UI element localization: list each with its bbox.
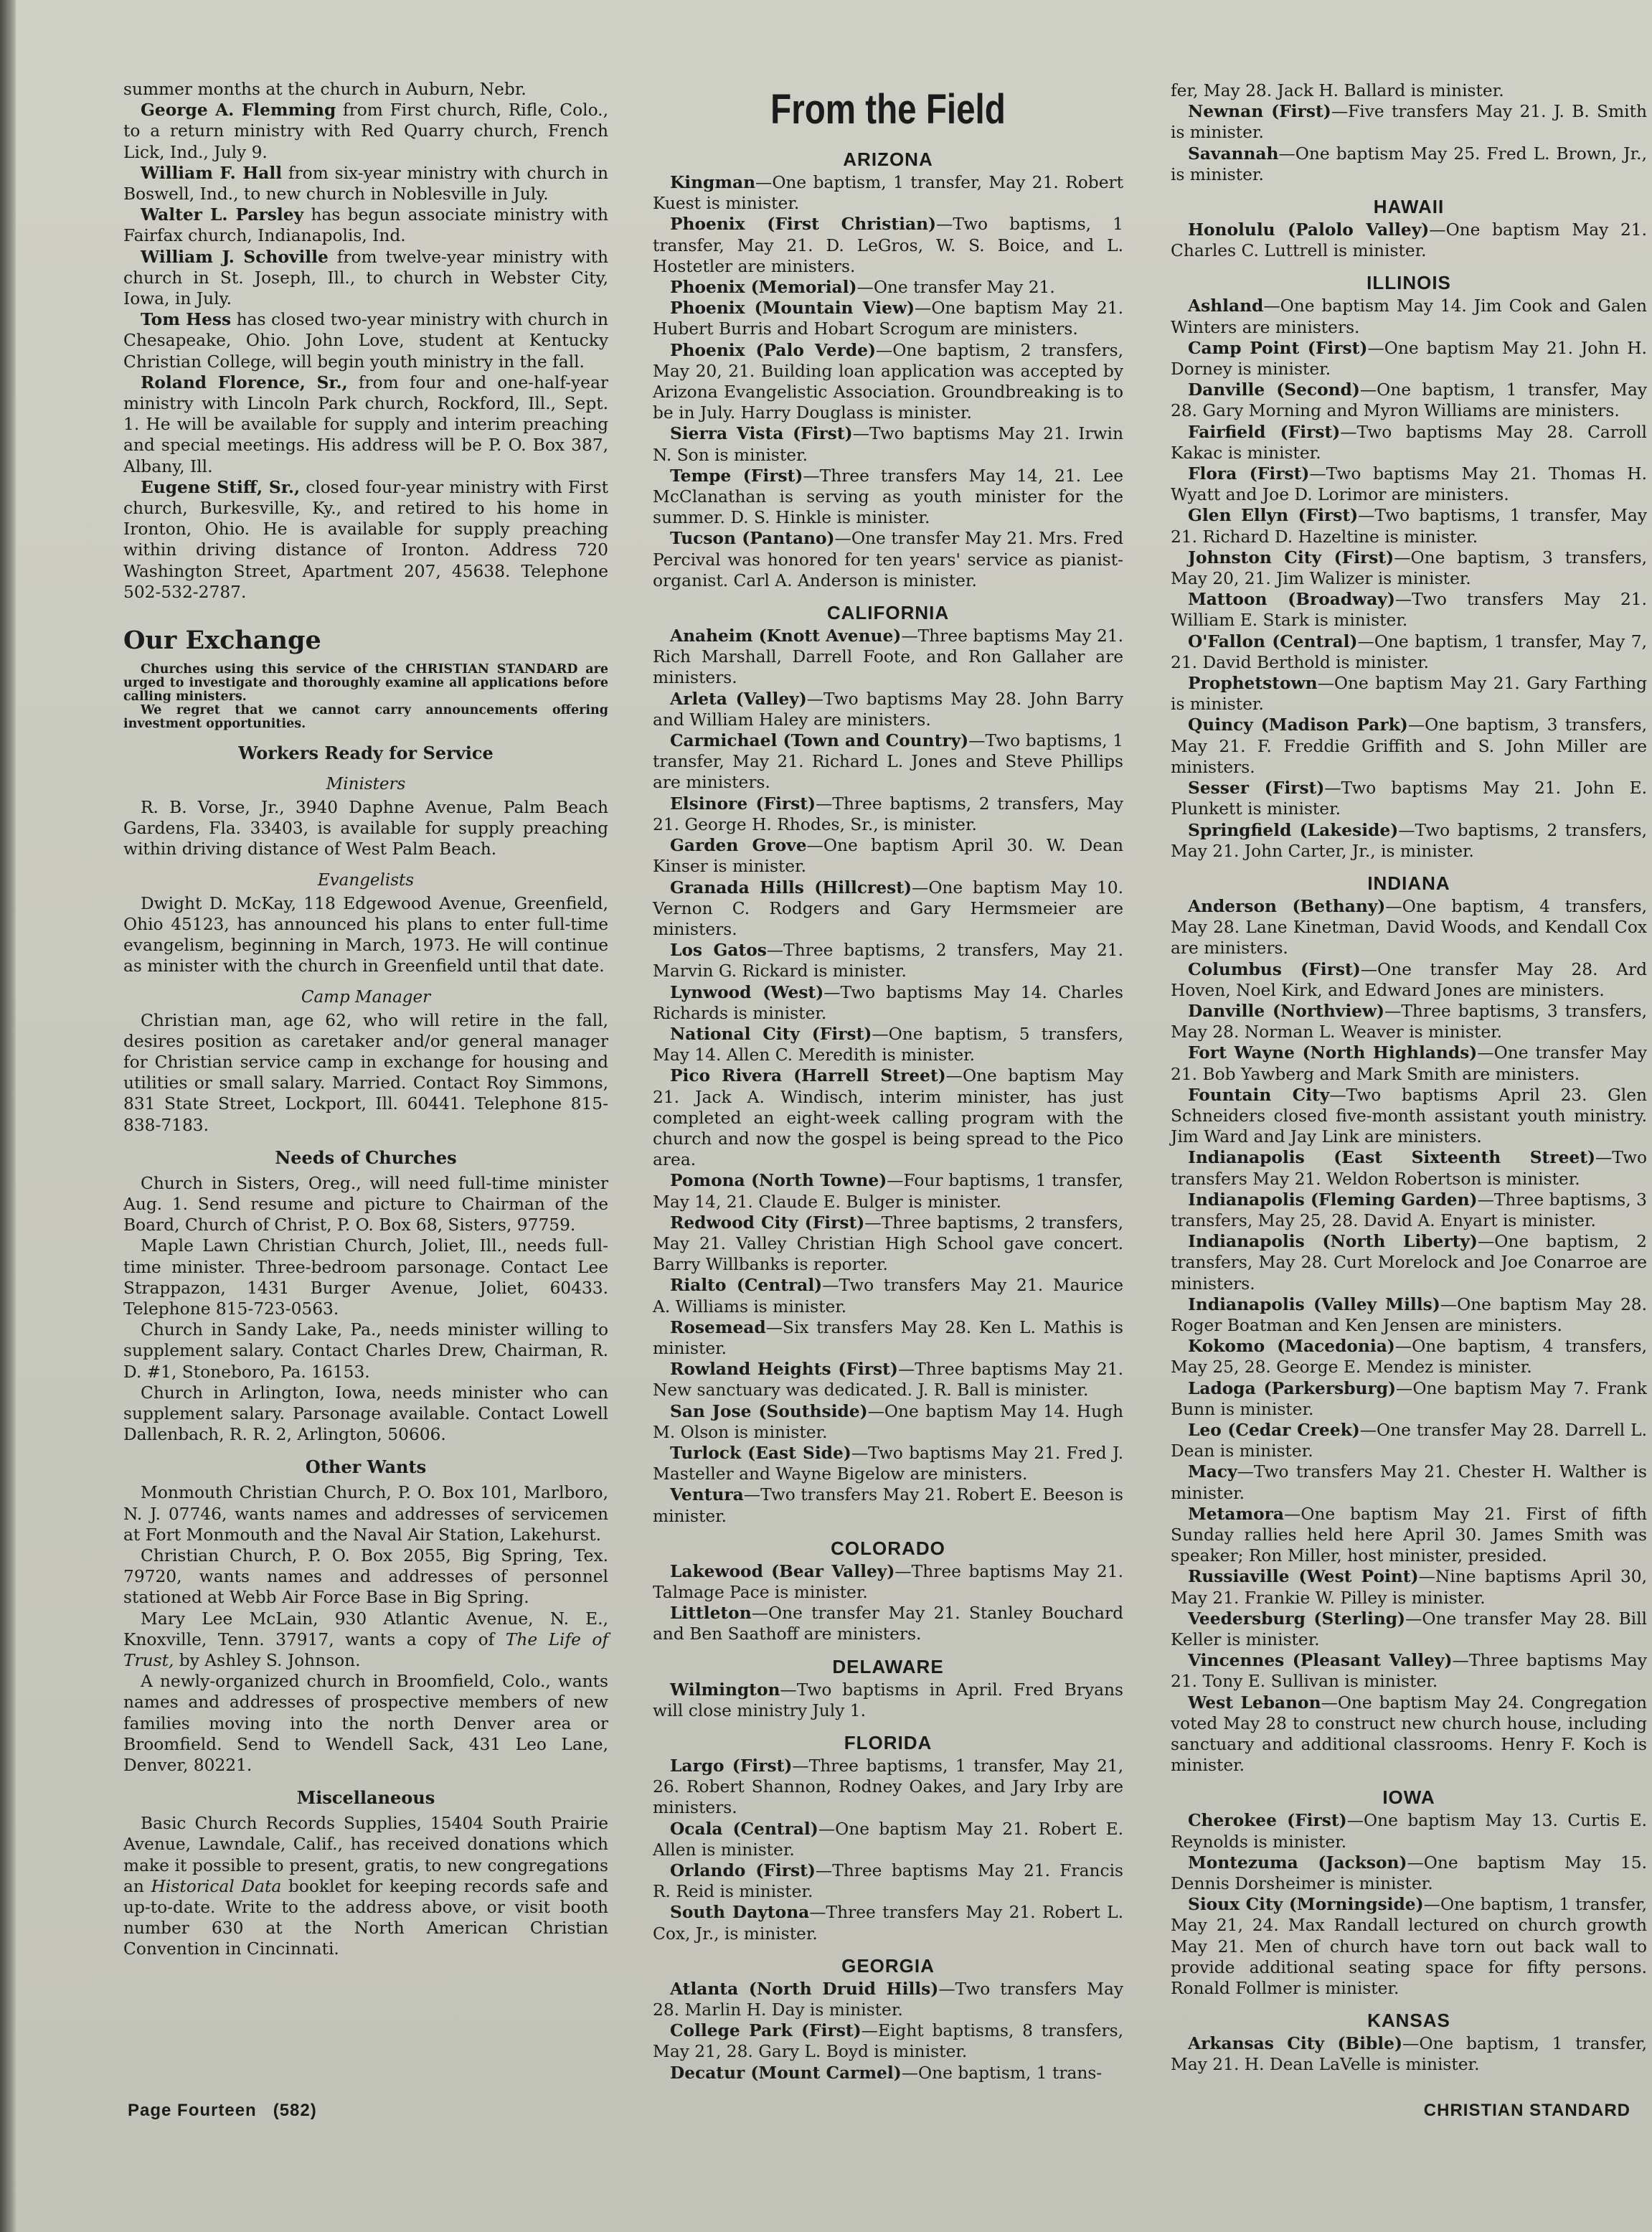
entry-text: —One baptism May 14. Jim Cook and Galen Winters are ministers.: [1171, 296, 1647, 337]
entry-lead: Glen Ellyn (First): [1188, 506, 1359, 526]
entry-lead: Kokomo (Macedonia): [1188, 1337, 1395, 1357]
entry-lead: West Lebanon: [1188, 1692, 1321, 1713]
entry-text: —Three baptisms, 3 transfers, May 25, 28. David A. Enyart is minister.: [1171, 1190, 1647, 1230]
entry-lead: Mattoon (Broadway): [1188, 590, 1395, 610]
report-entry: [1171, 896, 1647, 959]
entry-text: —One baptism, 1 trans-: [901, 2063, 1103, 2083]
entry-text: —Two transfers May 21. Robert E. Beeson is minister.: [653, 1485, 1123, 1526]
report-entry: [1171, 338, 1647, 380]
report-entry: [653, 835, 1123, 877]
paragraph: Church in Sisters, Oreg., will need full-time minister Aug. 1. Send resume and picture to Chairman of the Board, Church of Christ, P. O. Box 68, Sisters, 97759.: [123, 1173, 608, 1235]
report-entry: [653, 298, 1123, 339]
entry-text: —One transfer May 21.: [856, 278, 1055, 298]
entry-lead: Phoenix (Memorial): [670, 278, 857, 298]
entry-lead: National City (First): [670, 1024, 872, 1044]
entry-lead: Phoenix (Palo Verde): [670, 340, 876, 360]
entry-text: —Three baptisms May 21. Talmage Pace is minister.: [653, 1561, 1123, 1602]
entry-text: —Two baptisms May 21. Thomas H. Wyatt and Joe D. Lorimor are ministers.: [1171, 464, 1648, 505]
entry-text: —One baptism May 21. Hubert Burris and Hobart Scrogum are ministers.: [653, 298, 1123, 339]
state-heading: COLORADO: [831, 1537, 945, 1559]
entry-lead: Garden Grove: [670, 836, 807, 856]
personnel-notes: [123, 79, 608, 603]
entry-lead: Camp Point (First): [1188, 338, 1368, 358]
entry-lead: Indianapolis (Fleming Garden): [1188, 1190, 1478, 1210]
report-entry: [653, 626, 1123, 689]
entry-lead: Metamora: [1188, 1504, 1285, 1524]
report-entry: [653, 1561, 1123, 1603]
entry-text: —Two baptisms, 1 transfer, May 21. Richard L. Jones and Steve Phillips are ministers.: [653, 731, 1124, 793]
entry-text: —Two baptisms May 28. Carroll Kakac is minister.: [1171, 422, 1647, 463]
state-heading: CALIFORNIA: [826, 602, 950, 624]
state-heading: GEORGIA: [841, 1954, 935, 1977]
entry-text: —One baptism May 10. Vernon C. Rodgers and Gary Hermsmeier are ministers.: [653, 877, 1123, 939]
section-heading: Other Wants: [305, 1456, 427, 1478]
subsection-heading: Ministers: [326, 775, 406, 794]
entry-text: has begun associate ministry with Fairfax church, Indianapolis, Ind.: [123, 205, 608, 246]
entry-text: closed four-year ministry with First church, Burkesville, Ky., and retired to his home in Ironton, Ohio. He is available for supply preaching within driving distance of Ironton. Address 720 Washington Street, Apartment 207, 45638. Telephone 502-532-2787.: [123, 477, 608, 602]
entry-text: —One baptism May 21. Charles C. Luttrell is minister.: [1171, 220, 1647, 261]
report-entry: [653, 730, 1123, 794]
entry-text: —One baptism, 4 transfers, May 28. Lane Kinetman, David Woods, and Kendall Cox are ministers.: [1171, 896, 1648, 959]
entry-lead: Phoenix (Mountain View): [670, 298, 915, 319]
report-entry: [653, 1065, 1123, 1170]
entry-lead: Orlando (First): [670, 1861, 816, 1881]
entry-text: —Four baptisms, 1 transfer, May 14, 21. Claude E. Bulger is minister.: [653, 1171, 1123, 1212]
entry-lead: Rialto (Central): [670, 1276, 823, 1296]
state-heading: ILLINOIS: [1367, 272, 1451, 294]
report-entry: [1171, 1420, 1647, 1461]
entry-lead: South Daytona: [670, 1903, 810, 1923]
report-entry: [1171, 1852, 1647, 1894]
report-entry: [1171, 715, 1647, 778]
entry-text: —One baptism April 30. W. Dean Kinser is minister.: [653, 836, 1123, 877]
report-entry: [653, 214, 1123, 277]
entry-lead: Flora (First): [1188, 464, 1310, 484]
report-entry: [653, 340, 1123, 424]
entry-lead: Columbus (First): [1188, 959, 1361, 979]
entry-lead: Veedersburg (Sterling): [1188, 1609, 1406, 1629]
report-entry: [653, 689, 1123, 730]
entry-lead: Largo (First): [670, 1756, 793, 1776]
report-entry: [653, 1275, 1123, 1317]
entry-lead: Littleton: [670, 1604, 752, 1624]
page-title: From the Field: [770, 86, 1006, 133]
publication-name: CHRISTIAN STANDARD: [1423, 2101, 1630, 2120]
entry-text: —Three baptisms May 21. New sanctuary was dedicated. J. R. Ball is minister.: [653, 1360, 1123, 1400]
entry-text: —One baptism May 21. First of fifth Sunday rallies held here April 30. James Smith was speaker; Ron Miller, host minister, presided.: [1171, 1504, 1647, 1566]
report-entry: [653, 528, 1123, 591]
report-entry: [1171, 1147, 1647, 1189]
text-run: Mary Lee McLain, 930 Atlantic Avenue, N. E., Knoxville, Tenn. 37917, wants a copy of: [123, 1609, 608, 1649]
report-entry: [1171, 422, 1647, 463]
entry-lead: San Jose (Southside): [670, 1401, 868, 1421]
exchange-note: Churches using this service of the CHRISTIAN STANDARD are urged to investigate and thoroughly examine all applications before calling ministers.: [123, 662, 608, 705]
paragraph: R. B. Vorse, Jr., 3940 Daphne Avenue, Palm Beach Gardens, Fla. 33403, is available for supply preaching within driving distance of West Palm Beach.: [123, 798, 608, 860]
report-entry: [1171, 220, 1647, 261]
entry-lead: Ventura: [670, 1485, 744, 1505]
entry-lead: Turlock (East Side): [670, 1443, 851, 1463]
report-entry: [123, 79, 608, 100]
entry-lead: Redwood City (First): [670, 1212, 865, 1233]
entry-text: —One baptism, 3 transfers, May 20, 21. Jim Walizer is minister.: [1171, 547, 1647, 589]
entry-text: —One transfer May 21. Bob Yawberg and Mark Smith are ministers.: [1171, 1043, 1647, 1084]
report-entry: [1171, 589, 1647, 631]
report-entry: [1171, 1810, 1647, 1852]
report-entry: [123, 100, 608, 163]
entry-text: —Three baptisms, 2 transfers, May 21. George H. Rhodes, Sr., is minister.: [653, 794, 1124, 834]
section-heading: Workers Ready for Service: [238, 743, 494, 764]
report-entry: [653, 423, 1123, 465]
entry-lead: George A. Flemming: [141, 100, 336, 121]
entry-text: —Two baptisms May 14. Charles Richards is minister.: [653, 982, 1123, 1023]
state-heading: INDIANA: [1367, 872, 1450, 894]
entry-text: —Six transfers May 28. Ken L. Mathis is minister.: [653, 1317, 1123, 1358]
text-run: booklet for keeping records safe and up-to-date. Write to the address above, or visit booth number 630 at the North American Christian Convention in Cincinnati.: [123, 1876, 608, 1959]
entry-text: —One transfer May 21. Stanley Bouchard and Ben Saathoff are ministers.: [653, 1604, 1123, 1644]
column-right: [1171, 80, 1647, 2076]
entry-text: —One baptism May 21. John H. Dorney is minister.: [1171, 338, 1647, 380]
entry-lead: Atlanta (North Druid Hills): [670, 1979, 939, 1999]
entry-lead: Johnston City (First): [1188, 547, 1394, 568]
entry-lead: Lynwood (West): [670, 982, 824, 1002]
section-heading: Miscellaneous: [296, 1787, 435, 1809]
report-entry: [1171, 778, 1647, 819]
entry-lead: Tucson (Pantano): [670, 529, 835, 549]
report-entry: [653, 794, 1123, 835]
report-entry: [1171, 143, 1647, 185]
state-heading: FLORIDA: [844, 1732, 933, 1754]
entry-lead: Anderson (Bethany): [1188, 896, 1386, 916]
entry-lead: Fairfield (First): [1188, 422, 1341, 442]
entry-lead: Tom Hess: [141, 310, 232, 330]
page-sheet: [16, 0, 1652, 2232]
report-entry: [123, 163, 608, 204]
report-entry: [1171, 1190, 1647, 1231]
report-entry: [653, 877, 1123, 941]
report-entry: [1171, 1650, 1647, 1692]
entry-text: —Two transfers May 21. William E. Stark is minister.: [1171, 590, 1648, 631]
entry-lead: Russiaville (West Point): [1188, 1567, 1419, 1587]
report-entry: [653, 466, 1123, 529]
report-entry: [1171, 1231, 1647, 1294]
report-entry: [123, 247, 608, 310]
entry-text: —One transfer May 28. Bill Keller is minister.: [1171, 1609, 1647, 1650]
report-entry: [1171, 673, 1647, 715]
entry-lead: Anaheim (Knott Avenue): [670, 626, 902, 646]
entry-lead: Pomona (North Towne): [670, 1171, 887, 1191]
entry-lead: Ashland: [1188, 296, 1264, 316]
subsection-heading: Camp Manager: [301, 987, 431, 1007]
paragraph: Monmouth Christian Church, P. O. Box 101, Marlboro, N. J. 07746, wants names and addresses of servicemen at Fort Monmouth and the Naval Air Station, Lakehurst.: [123, 1483, 608, 1545]
entry-text: —One baptism, 1 transfer, May 21. Robert Kuest is minister.: [653, 173, 1123, 214]
report-entry: [653, 277, 1123, 298]
entry-text: —One baptism, 5 transfers, May 14. Allen C. Meredith is minister.: [653, 1024, 1124, 1065]
report-entry: [1171, 1042, 1647, 1084]
booklet-title: Historical Data: [151, 1876, 282, 1896]
paragraph: A newly-organized church in Broomfield, Colo., wants names and addresses of prospective members of new families moving into the north Denver area or Broomfield. Send to Wendell Sack, 431 Leo Lane, Denver, 80221.: [123, 1672, 608, 1775]
entry-lead: William J. Schoville: [141, 247, 329, 267]
report-entry: [653, 1756, 1123, 1819]
entry-lead: Ocala (Central): [670, 1819, 818, 1839]
entry-text: —Three transfers May 21. Robert L. Cox, Jr., is minister.: [653, 1903, 1123, 1944]
entry-text: —Two baptisms, 2 transfers, May 21. John Carter, Jr., is minister.: [1171, 820, 1647, 861]
entry-text: —Three baptisms May 21. Francis R. Reid is minister.: [653, 1861, 1123, 1902]
entry-lead: Sesser (First): [1188, 778, 1325, 799]
entry-text: —Two transfers May 21. Weldon Robertson is minister.: [1171, 1148, 1647, 1189]
book-title: The Life of Trust,: [123, 1629, 609, 1670]
exchange-heading: Our Exchange: [123, 626, 321, 656]
state-heading: KANSAS: [1367, 2010, 1450, 2032]
paragraph: Christian Church, P. O. Box 2055, Big Spring, Tex. 79720, wants names and addresses of personnel stationed at Webb Air Force Base in Big Spring.: [123, 1545, 608, 1608]
state-heading: HAWAII: [1373, 196, 1445, 218]
entry-lead: Kingman: [670, 173, 756, 192]
entry-lead: Newnan (First): [1188, 102, 1331, 122]
entry-lead: Los Gatos: [670, 941, 767, 961]
entry-lead: Wilmington: [670, 1680, 780, 1700]
report-entry: [653, 2020, 1123, 2062]
report-entry: [653, 1902, 1123, 1944]
field-reports: [1171, 101, 1647, 2075]
report-entry: [123, 204, 608, 246]
report-entry: [1171, 1566, 1647, 1608]
entry-text: —One transfer May 21. Mrs. Fred Percival was honored for ten years' service as pianist-organist. Carl A. Anderson is minister.: [653, 529, 1123, 590]
report-entry: [1171, 380, 1647, 421]
paragraph: Church in Arlington, Iowa, needs minister who can supplement salary. Parsonage available. Contact Lowell Dallenbach, R. R. 2, Arlington, 50606.: [123, 1383, 608, 1445]
report-entry: [1171, 1692, 1647, 1776]
entry-text: —Nine baptisms April 30, May 21. Frankie W. Pilley is minister.: [1171, 1567, 1647, 1608]
entry-text: —Three baptisms, 3 transfers, May 28. Norman L. Weaver is minister.: [1171, 1001, 1648, 1042]
paragraph: Maple Lawn Christian Church, Joliet, Ill., needs full-time minister. Three-bedroom parsonage. Contact Lee Strappazon, 1431 Burger Avenue, Joliet, 60433. Telephone 815-723-0563.: [123, 1236, 608, 1319]
entry-text: —One baptism, 1 transfer, May 7, 21. David Berthold is minister.: [1171, 631, 1648, 672]
field-reports: [653, 148, 1123, 2083]
entry-lead: Pico Rivera (Harrell Street): [670, 1066, 946, 1086]
entry-lead: Carmichael (Town and Country): [670, 731, 969, 751]
entry-lead: Vincennes (Pleasant Valley): [1188, 1651, 1453, 1671]
entry-text: —One baptism May 25. Fred L. Brown, Jr., is minister.: [1171, 143, 1647, 184]
subsection-heading: Evangelists: [317, 870, 415, 890]
entry-lead: Leo (Cedar Creek): [1188, 1420, 1360, 1440]
report-entry: [1171, 1001, 1647, 1042]
entry-lead: Savannah: [1188, 143, 1279, 164]
page-number: Page Fourteen (582): [128, 2101, 317, 2120]
entry-text: from six-year ministry with church in Boswell, Ind., to new church in Noblesville in July.: [123, 163, 608, 204]
entry-lead: Danville (Northview): [1188, 1001, 1385, 1021]
column-middle: [653, 77, 1123, 2083]
entry-lead: Montezuma (Jackson): [1188, 1852, 1407, 1873]
report-entry: [1171, 1609, 1647, 1650]
section-heading: Needs of Churches: [275, 1146, 457, 1168]
entry-text: —Two baptisms, 1 transfer, May 21. Richard D. Hazeltine is minister.: [1171, 506, 1648, 547]
state-heading: ARIZONA: [843, 149, 933, 170]
report-entry: [653, 1170, 1123, 1212]
text-run: by Ashley S. Johnson.: [174, 1650, 361, 1670]
report-entry: [653, 2063, 1123, 2083]
entry-lead: Eugene Stiff, Sr.,: [141, 477, 301, 497]
entry-text: —One baptism May 15. Dennis Dorsheimer is minister.: [1171, 1852, 1647, 1894]
report-entry: [1171, 1336, 1647, 1378]
report-entry: [1171, 2033, 1647, 2075]
exchange-note: We regret that we cannot carry announcements offering investment opportunities.: [123, 703, 608, 732]
entry-text: —Two baptisms, 1 transfer, May 21. D. LeGros, W. S. Boice, and L. Hostetler are ministers.: [653, 215, 1123, 276]
report-entry: [1171, 1294, 1647, 1336]
report-entry: [653, 1860, 1123, 1902]
entry-text: —Two baptisms May 21. Fred J. Masteller and Wayne Bigelow are ministers.: [653, 1443, 1123, 1484]
entry-text: —One baptism May 24. Congregation voted May 28 to construct new church house, including sanctuary and additional classrooms. Henry F. Koch is minister.: [1171, 1692, 1647, 1776]
report-entry: [1171, 820, 1647, 862]
entry-lead: Indianapolis (Valley Mills): [1188, 1294, 1440, 1314]
entry-text: has closed two-year ministry with church in Chesapeake, Ohio. John Love, student at Kentucky Christian College, will begin youth ministry in the fall.: [123, 310, 608, 372]
entry-lead: Indianapolis (East Sixteenth Street): [1188, 1148, 1596, 1168]
entry-lead: Decatur (Mount Carmel): [670, 2063, 902, 2083]
entry-lead: Sioux City (Morningside): [1188, 1895, 1424, 1915]
paragraph: Dwight D. McKay, 118 Edgewood Avenue, Greenfield, Ohio 45123, has announced his plans to enter full-time evangelism, beginning in March, 1973. He will continue as minister with the church in Greenfield until that date.: [123, 893, 608, 976]
report-entry: [653, 172, 1123, 214]
entry-text: —Three baptisms May 21. Rich Marshall, Darrell Foote, and Ron Gallaher are ministers.: [653, 626, 1123, 688]
paragraph: [123, 1813, 608, 1959]
report-entry: [123, 309, 608, 372]
entry-lead: Elsinore (First): [670, 794, 816, 814]
report-entry: [1171, 463, 1647, 505]
entry-text: —Two transfers May 21. Chester H. Walther is minister.: [1171, 1462, 1647, 1503]
entry-text: summer months at the church in Auburn, Nebr.: [123, 80, 527, 99]
entry-text: —One baptism, 2 transfers, May 20, 21. Building loan application was accepted by Arizona Evangelistic Association. Groundbreaking is to be in July. Harry Douglass is minister.: [653, 340, 1123, 423]
entry-text: from First church, Rifle, Colo., to a return ministry with Red Quarry church, French Lick, Ind., July 9.: [123, 100, 608, 162]
report-entry: [653, 1401, 1123, 1443]
entry-text: —One baptism, 1 transfer, May 28. Gary Morning and Myron Williams are ministers.: [1171, 380, 1647, 421]
report-entry: [653, 1359, 1123, 1400]
entry-lead: Fountain City: [1188, 1085, 1330, 1105]
entry-text: —Five transfers May 21. J. B. Smith is minister.: [1171, 102, 1647, 143]
entry-lead: Springfield (Lakeside): [1188, 820, 1399, 840]
report-entry: [653, 1443, 1123, 1484]
report-entry: [1171, 505, 1647, 547]
entry-lead: Macy: [1188, 1462, 1237, 1482]
entry-text: —One baptism May 7. Frank Bunn is minister.: [1171, 1378, 1647, 1419]
entry-lead: Phoenix (First Christian): [670, 215, 937, 235]
entry-lead: Indianapolis (North Liberty): [1188, 1232, 1478, 1252]
report-entry: [1171, 296, 1647, 337]
entry-text: —Two baptisms in April. Fred Bryans will close ministry July 1.: [653, 1680, 1123, 1720]
report-entry: [653, 940, 1123, 981]
entry-text: —One transfer May 28. Darrell L. Dean is minister.: [1171, 1420, 1647, 1461]
report-entry: [1171, 1504, 1647, 1567]
entry-text: —Three baptisms May 21. Tony E. Sullivan is minister.: [1171, 1651, 1647, 1692]
report-entry: [653, 1819, 1123, 1860]
entry-lead: Arkansas City (Bible): [1188, 2034, 1403, 2054]
entry-text: —Three transfers May 14, 21. Lee McClanathan is serving as youth minister for the summer. D. S. Hinkle is minister.: [653, 466, 1123, 528]
entry-lead: Fort Wayne (North Highlands): [1188, 1043, 1478, 1063]
entry-lead: Lakewood (Bear Valley): [670, 1561, 895, 1581]
entry-lead: Tempe (First): [670, 466, 803, 486]
entry-text: —One baptism, 1 transfer, May 21. H. Dean LaVelle is minister.: [1171, 2034, 1648, 2075]
entry-lead: Rosemead: [670, 1317, 766, 1337]
entry-text: —One baptism May 21. Jack A. Windisch, interim minister, has just completed an eight-week calling program with the church and now the gospel is being spread to the Pico area.: [653, 1066, 1123, 1170]
entry-text: —One baptism May 28. Roger Boatman and Ken Jensen are ministers.: [1171, 1294, 1647, 1335]
report-entry: [653, 1979, 1123, 2020]
report-entry: [1171, 1085, 1647, 1148]
text-run: Basic Church Records Supplies, 15404 South Prairie Avenue, Lawndale, Calif., has received donations which make it possible to present, gratis, to new congregations an: [123, 1814, 608, 1896]
entry-lead: Walter L. Parsley: [141, 205, 304, 225]
entry-lead: Ladoga (Parkersburg): [1188, 1378, 1397, 1398]
report-entry: [653, 1680, 1123, 1721]
paragraph: [123, 1609, 608, 1672]
entry-text: —Eight baptisms, 8 transfers, May 21, 28. Gary L. Boyd is minister.: [653, 2021, 1123, 2062]
entry-lead: Danville (Second): [1188, 380, 1360, 400]
entry-text: —Two baptisms May 21. Irwin N. Son is minister.: [653, 424, 1123, 465]
entry-text: from four and one-half-year ministry with Lincoln Park church, Rockford, Ill., Sept. 1. He will be available for supply and interim preaching and special meetings. His address will be P. O. Box 387, Albany, Ill.: [123, 372, 608, 476]
report-entry: [1171, 547, 1647, 589]
entry-text: —Two baptisms May 21. John E. Plunkett is minister.: [1171, 778, 1648, 819]
entry-text: —One baptism May 13. Curtis E. Reynolds is minister.: [1171, 1811, 1647, 1852]
entry-lead: Rowland Heights (First): [670, 1360, 898, 1380]
paragraph: Christian man, age 62, who will retire in the fall, desires position as caretaker and/or general manager for Christian service camp in exchange for housing and utilities or small salary. Married. Contact Roy Simmons, 831 State Street, Lockport, Ill. 60441. Telephone 815-838-7183.: [123, 1010, 608, 1135]
entry-text: —Three baptisms, 2 transfers, May 21. Valley Christian High School gave concert. Barry Willbanks is reporter.: [653, 1212, 1123, 1275]
entry-text: —Three baptisms, 1 transfer, May 21, 26. Robert Shannon, Rodney Oakes, and Jary Irby are ministers.: [653, 1756, 1123, 1818]
entry-text: —Two transfers May 21. Maurice A. Williams is minister.: [653, 1276, 1123, 1317]
entry-lead: Arleta (Valley): [670, 689, 807, 709]
entry-lead: Sierra Vista (First): [670, 424, 853, 444]
entry-lead: Cherokee (First): [1188, 1811, 1347, 1831]
state-heading: IOWA: [1382, 1786, 1435, 1809]
report-entry: [1171, 1378, 1647, 1420]
report-entry: [1171, 1461, 1647, 1503]
entry-lead: Granada Hills (Hillcrest): [670, 877, 912, 898]
state-heading: DELAWARE: [832, 1655, 944, 1677]
entry-text: —Three baptisms, 2 transfers, May 21. Marvin G. Rickard is minister.: [653, 941, 1123, 981]
entry-text: —Two baptisms May 28. John Barry and William Haley are ministers.: [653, 689, 1123, 730]
entry-lead: O'Fallon (Central): [1188, 631, 1358, 651]
entry-lead: William F. Hall: [141, 163, 283, 183]
column-left: [123, 79, 608, 1960]
entry-text: —Two baptisms April 23. Glen Schneiders closed five-month assistant youth ministry. Jim Ward and Jay Link are ministers.: [1171, 1085, 1647, 1147]
entry-text: —One baptism, 1 transfer, May 21, 24. Max Randall lectured on church growth May 21. Men of church have torn out back wall to provide additional seating space for fifty persons. Ronald Follmer is minister.: [1171, 1895, 1647, 1999]
report-entry: [1171, 101, 1647, 143]
entry-text: —One baptism May 21. Gary Farthing is minister.: [1171, 674, 1647, 715]
report-entry: [123, 372, 608, 477]
entry-text: —Two transfers May 28. Marlin H. Day is minister.: [653, 1979, 1123, 2020]
report-entry: [653, 982, 1123, 1024]
entry-text: —One transfer May 28. Ard Hoven, Noel Kirk, and Edward Jones are ministers.: [1171, 959, 1647, 1000]
entry-lead: Prophetstown: [1188, 674, 1318, 694]
report-entry: [1171, 959, 1647, 1001]
report-entry: [1171, 1894, 1647, 1999]
entry-lead: College Park (First): [670, 2021, 862, 2041]
entry-lead: Honolulu (Palolo Valley): [1188, 220, 1430, 240]
report-entry: [1171, 631, 1647, 673]
entry-text: —One baptism, 4 transfers, May 25, 28. George E. Mendez is minister.: [1171, 1337, 1647, 1378]
binding-spine: [0, 0, 16, 2232]
paragraph: fer, May 28. Jack H. Ballard is minister.: [1171, 81, 1504, 100]
entry-text: from twelve-year ministry with church in St. Joseph, Ill., to church in Webster City, Iowa, in July.: [123, 247, 608, 309]
paragraph: Church in Sandy Lake, Pa., needs minister willing to supplement salary. Contact Charles Drew, Chairman, R. D. #1, Stoneboro, Pa. 16153.: [123, 1320, 608, 1382]
entry-text: —One baptism, 3 transfers, May 21. F. Freddie Griffith and S. John Miller are ministers.: [1171, 715, 1647, 777]
report-entry: [653, 1212, 1123, 1276]
entry-text: —One baptism May 21. Robert E. Allen is minister.: [653, 1819, 1123, 1860]
entry-text: —One baptism May 14. Hugh M. Olson is minister.: [653, 1401, 1123, 1442]
report-entry: [653, 1024, 1123, 1065]
entry-lead: Quincy (Madison Park): [1188, 715, 1408, 735]
report-entry: [653, 1317, 1123, 1359]
entry-lead: Roland Florence, Sr.,: [141, 372, 348, 392]
report-entry: [123, 477, 608, 603]
report-entry: [653, 1484, 1123, 1526]
report-entry: [653, 1603, 1123, 1644]
entry-text: —One baptism, 2 transfers, May 28. Curt Morelock and Joe Conarroe are ministers.: [1171, 1232, 1647, 1294]
